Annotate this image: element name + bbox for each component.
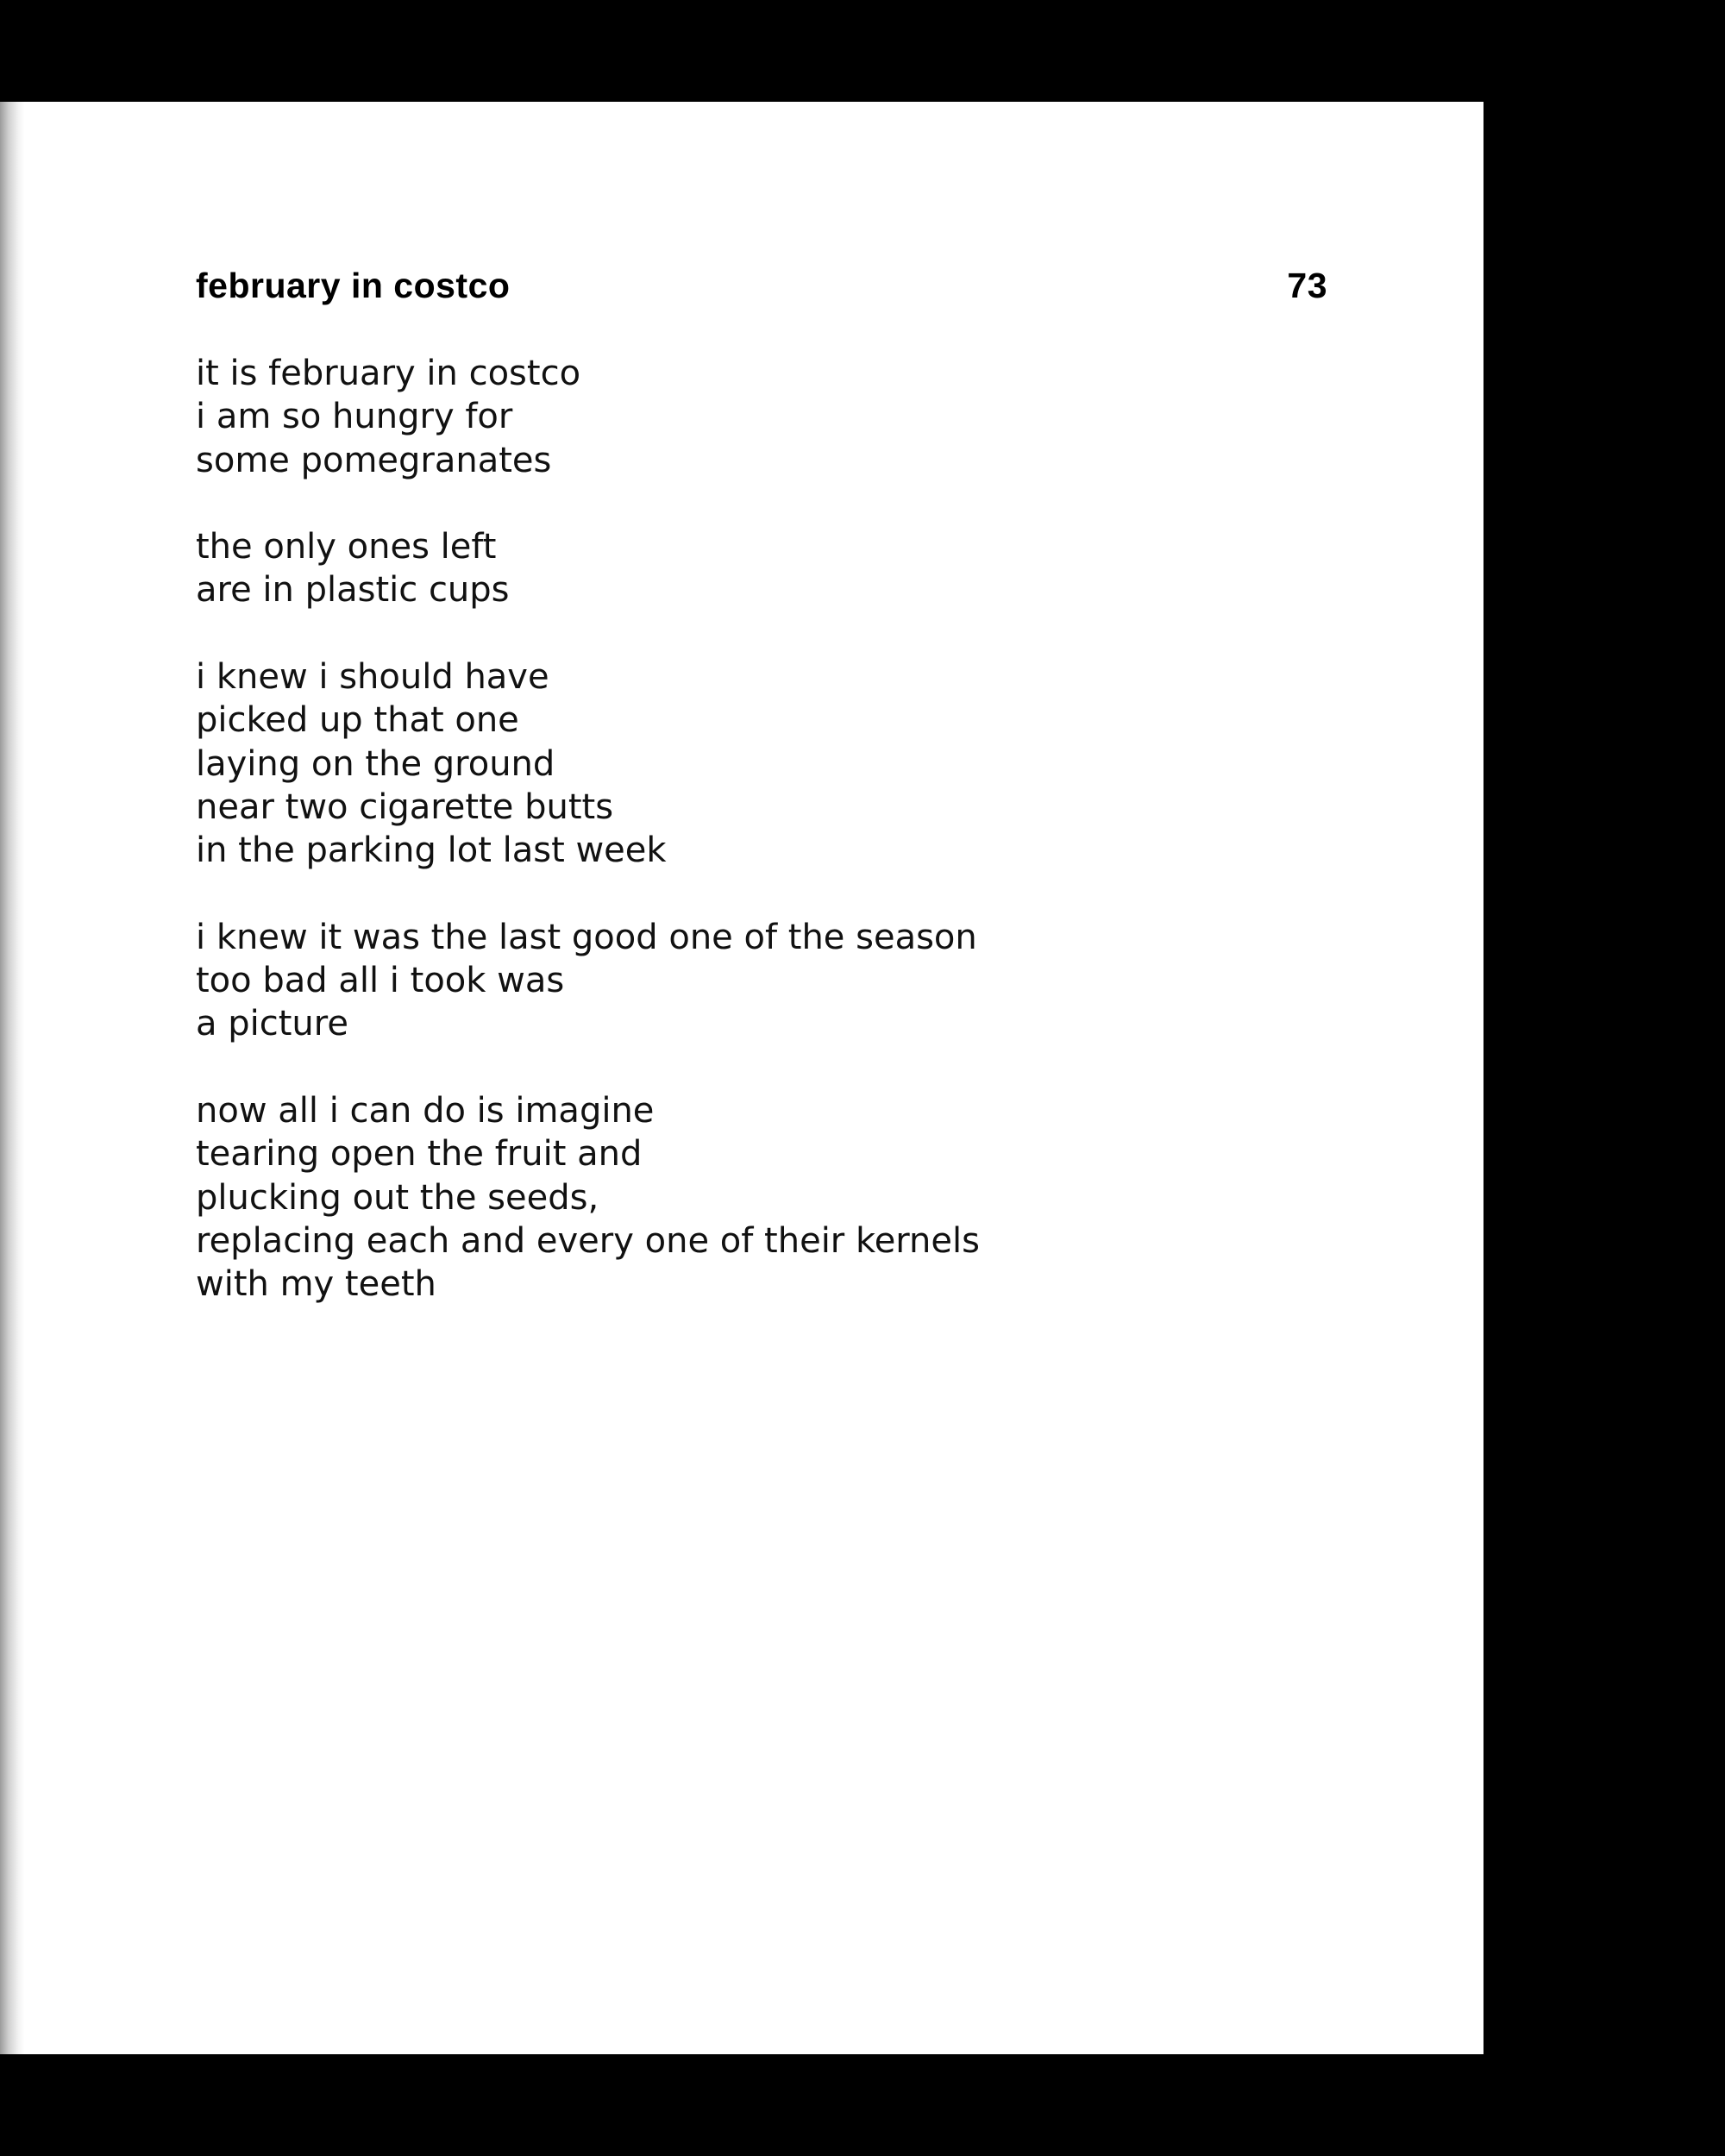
poem-body bbox=[196, 352, 1317, 1350]
poem-line: i knew it was the last good one of the season bbox=[196, 917, 977, 957]
poem-line: the only ones left bbox=[196, 527, 497, 567]
page-gutter-shadow bbox=[0, 102, 24, 2054]
poem-title: february in costco bbox=[196, 266, 511, 305]
poem-line: replacing each and every one of their kernels bbox=[196, 1220, 980, 1261]
poem-line: i knew i should have bbox=[196, 657, 549, 698]
book-page bbox=[0, 102, 1484, 2054]
poem-line: in the parking lot last week bbox=[196, 830, 667, 871]
poem-line: laying on the ground bbox=[196, 743, 555, 784]
stanza-4 bbox=[196, 916, 1317, 1046]
page-header bbox=[196, 266, 1327, 317]
poem-line: with my teeth bbox=[196, 1264, 436, 1305]
poem-line: picked up that one bbox=[196, 700, 519, 741]
poem-line: now all i can do is imagine bbox=[196, 1091, 655, 1131]
poem-line: too bad all i took was bbox=[196, 961, 565, 1001]
poem-line: a picture bbox=[196, 1004, 348, 1044]
poem-line: plucking out the seeds, bbox=[196, 1177, 599, 1218]
page-number: 73 bbox=[1287, 266, 1327, 305]
stanza-1 bbox=[196, 352, 1317, 482]
poem-line: i am so hungry for bbox=[196, 397, 513, 437]
stanza-3 bbox=[196, 655, 1317, 872]
poem-line: some pomegranates bbox=[196, 440, 552, 480]
poem-line: it is february in costco bbox=[196, 354, 581, 393]
stanza-5 bbox=[196, 1089, 1317, 1306]
stanza-2 bbox=[196, 525, 1317, 612]
poem-line: tearing open the fruit and bbox=[196, 1134, 643, 1175]
poem-line: are in plastic cups bbox=[196, 570, 510, 611]
poem-line: near two cigarette butts bbox=[196, 787, 614, 827]
